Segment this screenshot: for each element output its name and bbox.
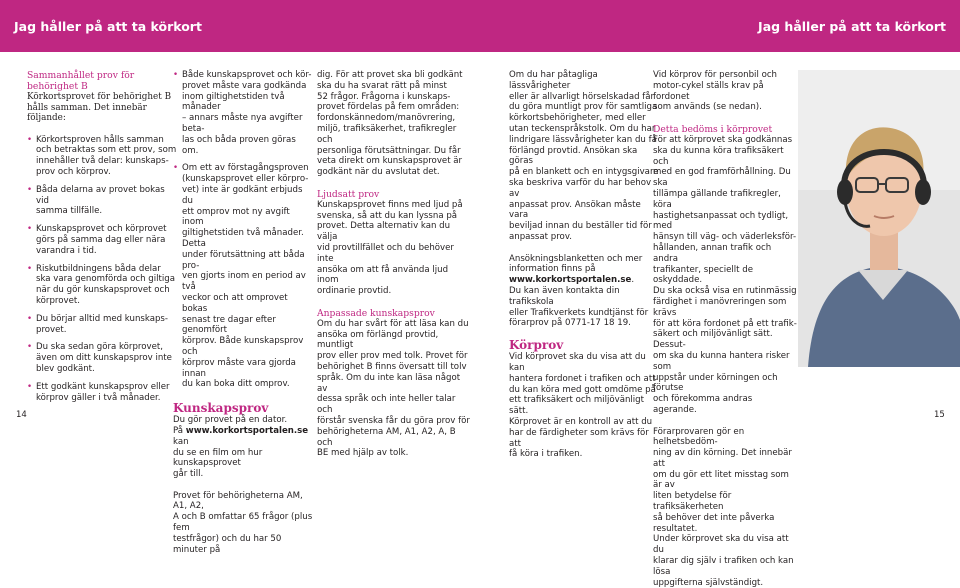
col3-p1-line: ska du ha svarat rätt på minst (317, 81, 472, 92)
col2-bullet-line: under förutsättning att båda pro- (182, 250, 313, 272)
col1-bullet (27, 185, 177, 217)
column-4 (509, 70, 659, 460)
col5-p2-line: säkert och miljövänligt sätt. Dessut- (653, 329, 798, 351)
student-photo (798, 70, 960, 367)
col5-p1-line: motor-cykel ställs krav på fordonet (653, 81, 798, 103)
col1-bullet-line: ska vara genomförda och giltiga (36, 274, 177, 285)
left-page-number: 14 (16, 410, 27, 420)
col1-bullet (27, 342, 177, 374)
col3-p3-line: förstår svenska får du göra prov för (317, 416, 472, 427)
col4-p3 (509, 352, 659, 460)
col4-link-line: www.korkortsportalen.se. (509, 275, 659, 286)
col2-p2-line: testfrågor) och du har 50 minuter på (173, 534, 313, 556)
col4-p2 (509, 254, 659, 276)
col3-p1-line: dig. För att provet ska bli godkänt (317, 70, 472, 81)
col2-bullet (173, 163, 313, 390)
col4-p2-rest-line: Du kan även kontakta din trafikskola (509, 286, 659, 308)
col1-bullet-line: varandra i tid. (36, 246, 177, 257)
col2-bullet-line: • Både kunskapsprovet och kör- (182, 70, 313, 81)
col2-bullet-line: körprov måste vara gjorda innan (182, 358, 313, 380)
col5-p2-line: uppstår under körningen och förutse (653, 373, 798, 395)
col3-p3-line: behörighet B finns översatt till tolv (317, 362, 472, 373)
col4-p1-line: utan teckenspråkstolk. Om du har (509, 124, 659, 135)
col4-p1-line: på en blankett och en intygsgivare (509, 167, 659, 178)
col4-p1-line: du göra muntligt prov för samtliga (509, 102, 659, 113)
col1-bullet-line: prov och körprov. (36, 167, 177, 178)
korkortsportalen-link-2[interactable]: www.korkortsportalen.se (509, 275, 631, 285)
col4-p1-line: beviljad innan du beställer tid för (509, 221, 659, 232)
col3-p3-line: ansöka om förlängd provtid, muntligt (317, 330, 472, 352)
col2-bullet-line: ven gjorts inom en period av två (182, 271, 313, 293)
col2-bullet-line: vet) inte är godkänt erbjuds du (182, 185, 313, 207)
col3-p2-line: provet. Detta alternativ kan du välja (317, 221, 472, 243)
col2-p1-link-line: På www.korkortsportalen.se kan (173, 426, 313, 448)
col1-heading-line: Sammanhållet prov för (27, 70, 177, 81)
col1-bullet (27, 382, 177, 404)
col1-bullet (27, 314, 177, 336)
col3-p1-line: fordonskännedom/manövrering, (317, 113, 472, 124)
col1-bullet (27, 224, 177, 256)
col3-p3 (317, 319, 472, 459)
detta-bedoms-heading: Detta bedöms i körprovet (653, 124, 798, 135)
col1-bullet-line: samma tillfälle. (36, 206, 177, 217)
col4-p1 (509, 70, 659, 243)
col1-intro (27, 92, 177, 124)
col1-heading-line: behörighet B (27, 81, 177, 92)
col1-bullet-line: och betraktas som ett prov, som (36, 145, 177, 156)
col1-bullet-line: • Båda delarna av provet bokas vid (36, 185, 177, 207)
col5-p2-line: färdighet i manövreringen som krävs (653, 297, 798, 319)
left-header-title: Jag håller på att ta körkort (14, 19, 202, 34)
col5-p3-line: så behöver det inte påverka resultatet. (653, 513, 798, 535)
col3-p3-line: språk. Om du inte kan läsa något av (317, 373, 472, 395)
col1-bullet-line: körprov gäller i två månader. (36, 393, 177, 404)
col4-p3-line: ett trafiksäkert och miljövänligt sätt. (509, 395, 659, 417)
ljudsatt-prov-heading: Ljudsatt prov (317, 189, 472, 200)
col4-p3-line: har de färdigheter som krävs för att (509, 428, 659, 450)
col4-p2-rest-line: eller Trafikverkets kundtjänst för (509, 308, 659, 319)
col4-p2-line: Ansökningsblanketten och mer (509, 254, 659, 265)
col1-bullet-line: körprovet. (36, 296, 177, 307)
col3-p3-line: BE med hjälp av tolk. (317, 448, 472, 459)
col1-bullet (27, 264, 177, 307)
col3-p1-line: provet fördelas på fem områden: (317, 102, 472, 113)
col2-bullet-line: las och båda proven göras om. (182, 135, 313, 157)
col4-p1-line: körkortsbehörigheter, med eller (509, 113, 659, 124)
col1-bullet-line: • Körkortsproven hålls samman (36, 135, 177, 146)
col3-p1-line: miljö, trafiksäkerhet, trafikregler och (317, 124, 472, 146)
col2-p2 (173, 491, 313, 556)
col2-bullet-line: giltighetstiden två månader. Detta (182, 228, 313, 250)
col3-p2 (317, 200, 472, 297)
col2-p1-line: Du gör provet på en dator. (173, 415, 313, 426)
col2-bullet-list (173, 70, 313, 390)
col1-bullet-line: • Kunskapsprovet och körprovet (36, 224, 177, 235)
col5-p2-line: om ska du kunna hantera risker som (653, 351, 798, 373)
col3-p1-line: godkänt när du avslutat det. (317, 167, 472, 178)
col5-p2-line: med en god framförhållning. Du ska (653, 167, 798, 189)
column-3 (317, 70, 472, 459)
col2-bullet-line: provet måste vara godkända (182, 81, 313, 92)
col1-bullet-line: • Ett godkänt kunskapsprov eller (36, 382, 177, 393)
col1-heading (27, 70, 177, 92)
col2-bullet-line: ett omprov mot ny avgift inom (182, 207, 313, 229)
col5-p2-line: ska du kunna köra trafiksäkert och (653, 146, 798, 168)
col5-p2-line: tillämpa gällande trafikregler, köra (653, 189, 798, 211)
col3-p1-line: personliga förutsättningar. Du får (317, 146, 472, 157)
col4-p3-line: få köra i trafiken. (509, 449, 659, 460)
col5-p3-line: klarar dig själv i trafiken och kan lösa (653, 556, 798, 578)
col4-p2-line: information finns på (509, 264, 659, 275)
col5-p3-line: ning av din körning. Det innebär att (653, 448, 798, 470)
kunskapsprov-heading: Kunskapsprov (173, 401, 313, 415)
col2-bullet-line: senast tre dagar efter genomfört (182, 315, 313, 337)
col3-p1-line: veta direkt om kunskapsprovet är (317, 156, 472, 167)
col5-p1-line: som används (se nedan). (653, 102, 798, 113)
col1-bullet-line: blev godkänt. (36, 364, 177, 375)
col5-p2-line: För att körprovet ska godkännas (653, 135, 798, 146)
col4-p1-line: anpassat prov. (509, 232, 659, 243)
left-header-band (0, 0, 480, 52)
col1-bullet-line: provet. (36, 325, 177, 336)
right-header-band (480, 0, 960, 52)
col5-p3-line: Förarprovaren gör en helhetsbedöm- (653, 427, 798, 449)
col3-p3-line: Om du har svårt för att läsa kan du (317, 319, 472, 330)
col4-p1-line: lindrigare lässvårigheter kan du få (509, 135, 659, 146)
col5-p1 (653, 70, 798, 113)
col1-bullet-line: när du gör kunskapsprovet och (36, 285, 177, 296)
col1-bullet-line: • Riskutbildningens båda delar (36, 264, 177, 275)
col4-p1-line: ska beskriva varför du har behov av (509, 178, 659, 200)
col2-bullet-line: veckor och att omprovet bokas (182, 293, 313, 315)
col2-bullet-line: • Om ett av förstagångsproven (182, 163, 313, 174)
anpassade-kunskapsprov-heading: Anpassade kunskapsprov (317, 308, 472, 319)
col1-bullet-list (27, 135, 177, 404)
col3-p1-line: 52 frågor. Frågorna i kunskaps- (317, 92, 472, 103)
col4-p1-line: Om du har påtagliga lässvårigheter (509, 70, 659, 92)
col5-p1-line: Vid körprov för personbil och (653, 70, 798, 81)
col5-p3-line: liten betydelse för trafiksäkerheten (653, 491, 798, 513)
col1-bullet-line: • Du ska sedan göra körprovet, (36, 342, 177, 353)
col3-p1 (317, 70, 472, 178)
col2-bullet-line: inom giltighetstiden två månader (182, 92, 313, 114)
col5-p2 (653, 135, 798, 416)
col1-intro-line: Körkortsprovet för behörighet B (27, 92, 177, 103)
col2-bullet-line: – annars måste nya avgifter beta- (182, 113, 313, 135)
col4-p1-line: eller är allvarligt hörselskadad får (509, 92, 659, 103)
col5-p3 (653, 427, 798, 588)
col1-bullet-line: även om ditt kunskapsprov inte (36, 353, 177, 364)
col3-p2-line: ordinarie provtid. (317, 286, 472, 297)
student-at-computer-illustration (798, 70, 960, 367)
col2-p2-line: A och B omfattar 65 frågor (plus fem (173, 512, 313, 534)
col2-bullet (173, 70, 313, 156)
col5-p3-line: om du gör ett litet misstag som är av (653, 470, 798, 492)
col1-intro-line: hålls samman. Det innebär följande: (27, 103, 177, 124)
right-header-title: Jag håller på att ta körkort (758, 19, 946, 34)
col5-p3-line: Under körprovet ska du visa att du (653, 534, 798, 556)
col2-bullet-line: körprov. Både kunskapsprov och (182, 336, 313, 358)
col3-p2-line: Kunskapsprovet finns med ljud på (317, 200, 472, 211)
korprov-heading: Körprov (509, 338, 659, 352)
col2-p1-line: går till. (173, 469, 313, 480)
col3-p3-line: behörigheterna AM, A1, A2, A, B och (317, 427, 472, 449)
col2-bullet-line: (kunskapsprovet eller körpro- (182, 174, 313, 185)
col5-p2-line: Du ska också visa en rutinmässig (653, 286, 798, 297)
col4-p3-line: Körprovet är en kontroll av att du (509, 417, 659, 428)
col1-bullet-line: görs på samma dag eller nära (36, 235, 177, 246)
column-2 (173, 70, 313, 555)
col3-p2-line: ansöka om att få använda ljud inom (317, 265, 472, 287)
col4-p2-rest (509, 286, 659, 329)
right-page-number: 15 (934, 410, 945, 420)
column-5 (653, 70, 798, 588)
col3-p2-line: vid provtillfället och du behöver inte (317, 243, 472, 265)
col4-p3-line: du kan köra med gott omdöme på (509, 385, 659, 396)
col1-bullet-line: • Du börjar alltid med kunskaps- (36, 314, 177, 325)
col5-p3-line: uppgifterna självständigt. (653, 578, 798, 588)
col2-bullet-line: du kan boka ditt omprov. (182, 379, 313, 390)
col2-p2-line: Provet för behörigheterna AM, A1, A2, (173, 491, 313, 513)
col5-p2-line: hastighetsanpassat och tydligt, med (653, 211, 798, 233)
korkortsportalen-link[interactable]: www.korkortsportalen.se (186, 426, 308, 436)
col3-p3-line: prov eller prov med tolk. Provet för (317, 351, 472, 362)
col4-p1-line: förlängd provtid. Ansökan ska göras (509, 146, 659, 168)
col4-p3-line: Vid körprovet ska du visa att du kan (509, 352, 659, 374)
col3-p2-line: svenska, så att du kan lyssna på (317, 211, 472, 222)
col5-p2-line: för att köra fordonet på ett trafik- (653, 319, 798, 330)
column-1 (27, 70, 177, 403)
col1-bullet-line: innehåller två delar: kunskaps- (36, 156, 177, 167)
col5-p2-line: och förekomma andras agerande. (653, 394, 798, 416)
col4-p3-line: hantera fordonet i trafiken och att (509, 374, 659, 385)
col3-p3-line: dessa språk och inte heller talar och (317, 394, 472, 416)
col1-bullet (27, 135, 177, 178)
col2-p1-line: du se en film om hur kunskapsprovet (173, 448, 313, 470)
col4-p1-line: anpassat prov. Ansökan måste vara (509, 200, 659, 222)
col4-p2-rest-line: förarprov på 0771-17 18 19. (509, 318, 659, 329)
col5-p2-line: trafikanter, speciellt de oskyddade. (653, 265, 798, 287)
col5-p2-line: hänsyn till väg- och väderleksför- (653, 232, 798, 243)
col5-p2-line: hållanden, annan trafik och andra (653, 243, 798, 265)
